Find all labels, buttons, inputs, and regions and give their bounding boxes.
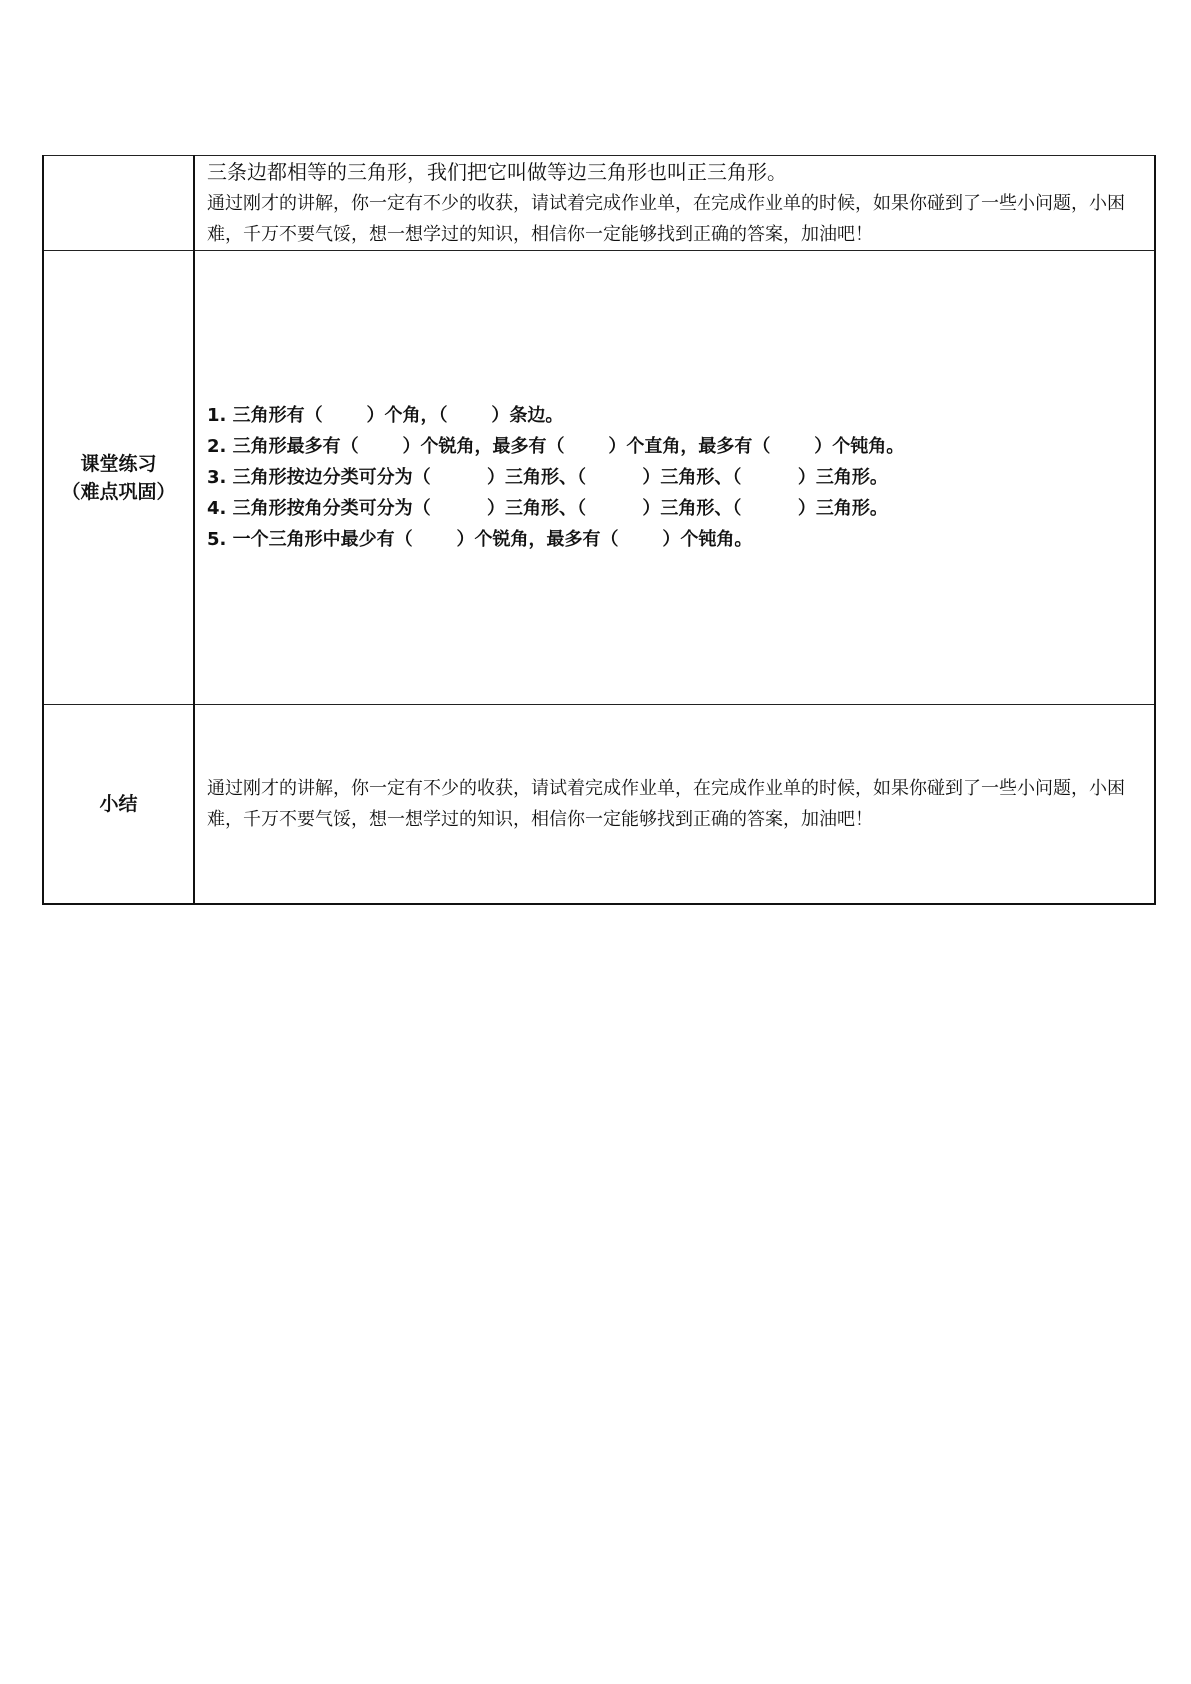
summary-label-cell xyxy=(43,705,194,904)
summary-label: 小结 xyxy=(99,792,138,815)
exercise-item: 1. 三角形有（ ）个角，（ ）条边。 xyxy=(207,405,564,426)
summary-row xyxy=(43,705,1155,904)
exercise-item: 3. 三角形按边分类可分为（ ）三角形、（ ）三角形、（ ）三角形。 xyxy=(207,467,888,488)
practice-content-cell xyxy=(194,251,1155,705)
exercise-item: 2. 三角形最多有（ ）个锐角，最多有（ ）个直角，最多有（ ）个钝角。 xyxy=(207,436,905,457)
intro-definition: 三条边都相等的三角形，我们把它叫做等边三角形也叫正三角形。 xyxy=(207,160,787,184)
exercise-item: 5. 一个三角形中最少有（ ）个锐角，最多有（ ）个钝角。 xyxy=(207,529,753,550)
practice-label: 课堂练习 xyxy=(80,452,157,475)
intro-label-cell xyxy=(43,156,194,251)
practice-sublabel: （难点巩固） xyxy=(61,480,176,503)
lesson-table xyxy=(42,155,1156,905)
worksheet xyxy=(42,155,1154,905)
intro-row xyxy=(43,156,1155,251)
exercise-item: 4. 三角形按角分类可分为（ ）三角形、（ ）三角形、（ ）三角形。 xyxy=(207,498,888,519)
practice-label-cell xyxy=(43,251,194,705)
intro-encouragement: 通过刚才的讲解，你一定有不少的收获，请试着完成作业单，在完成作业单的时候，如果你碰到了一些小问题，小困难，千万不要气馁，想一想学过的知识，相信你一定能够找到正确的答案，加油吧！ xyxy=(207,193,1125,245)
intro-content-cell xyxy=(194,156,1155,251)
summary-content-cell xyxy=(194,705,1155,904)
summary-text: 通过刚才的讲解，你一定有不少的收获，请试着完成作业单，在完成作业单的时候，如果你碰到了一些小问题，小困难，千万不要气馁，想一想学过的知识，相信你一定能够找到正确的答案，加油吧！ xyxy=(207,777,1125,830)
practice-row xyxy=(43,251,1155,705)
